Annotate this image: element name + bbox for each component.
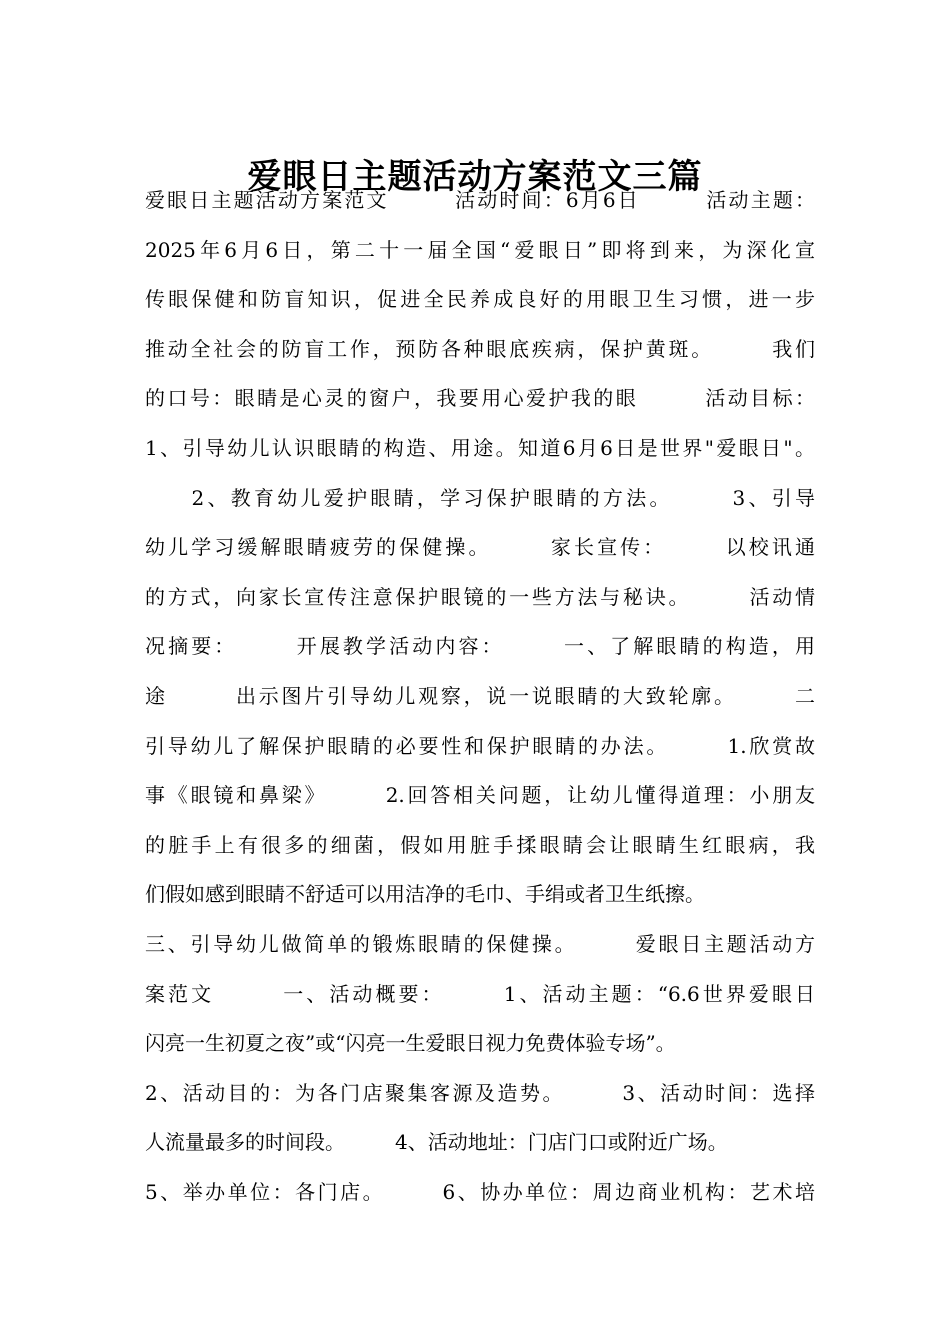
text-line: 引导幼儿了解保护眼睛的必要性和保护眼睛的办法。 1.欣赏故 (145, 733, 815, 758)
text-line: 传眼保健和防盲知识，促进全民养成良好的用眼卫生习惯，进一步 (145, 287, 815, 312)
text-line: 案范文 一、活动概要： 1、活动主题：“6.6世界爱眼日 (145, 981, 815, 1006)
text-line: 途 出示图片引导幼儿观察，说一说眼睛的大致轮廓。 二 (145, 683, 815, 708)
text-line: 闪亮一生初夏之夜”或“闪亮一生爱眼日视力免费体验专场”。 (145, 1031, 676, 1056)
document-body (145, 176, 815, 1217)
text-line: 人流量最多的时间段。 4、活动地址：门店门口或附近广场。 (145, 1130, 728, 1155)
text-line: 5、举办单位：各门店。 6、协办单位：周边商业机构：艺术培 (145, 1179, 815, 1204)
text-line: 的口号：眼睛是心灵的窗户，我要用心爱护我的眼 活动目标： (145, 386, 815, 411)
text-line: 1、引导幼儿认识眼睛的构造、用途。知道6月6日是世界"爱眼日"。 (145, 435, 815, 460)
text-line: 们假如感到眼睛不舒适可以用洁净的毛巾、手绢或者卫生纸擦。 (145, 882, 705, 907)
text-line: 事《眼镜和鼻梁》 2.回答相关问题，让幼儿懂得道理：小朋友 (145, 783, 815, 808)
text-line: 三、引导幼儿做简单的锻炼眼睛的保健操。 爱眼日主题活动方 (145, 931, 815, 956)
text-line: 2、教育幼儿爱护眼睛，学习保护眼睛的方法。 3、引导 (145, 485, 815, 510)
text-line: 幼儿学习缓解眼睛疲劳的保健操。 家长宣传： 以校讯通 (145, 535, 815, 560)
text-line: 推动全社会的防盲工作，预防各种眼底疾病，保护黄斑。 我们 (145, 336, 815, 361)
text-line: 爱眼日主题活动方案范文 活动时间：6月6日 活动主题： (145, 188, 815, 212)
text-line: 况摘要： 开展教学活动内容： 一、了解眼睛的构造，用 (145, 634, 815, 659)
text-line: 2、活动目的：为各门店聚集客源及造势。 3、活动时间：选择 (145, 1080, 815, 1105)
text-line: 的方式，向家长宣传注意保护眼镜的一些方法与秘诀。 活动情 (145, 584, 815, 609)
document-title: 爱眼日主题活动方案范文三篇 (247, 156, 703, 197)
text-line: 的脏手上有很多的细菌，假如用脏手揉眼睛会让眼睛生红眼病，我 (145, 832, 815, 857)
text-line: 2025年6月6日，第二十一届全国“爱眼日”即将到来，为深化宣 (145, 237, 815, 262)
